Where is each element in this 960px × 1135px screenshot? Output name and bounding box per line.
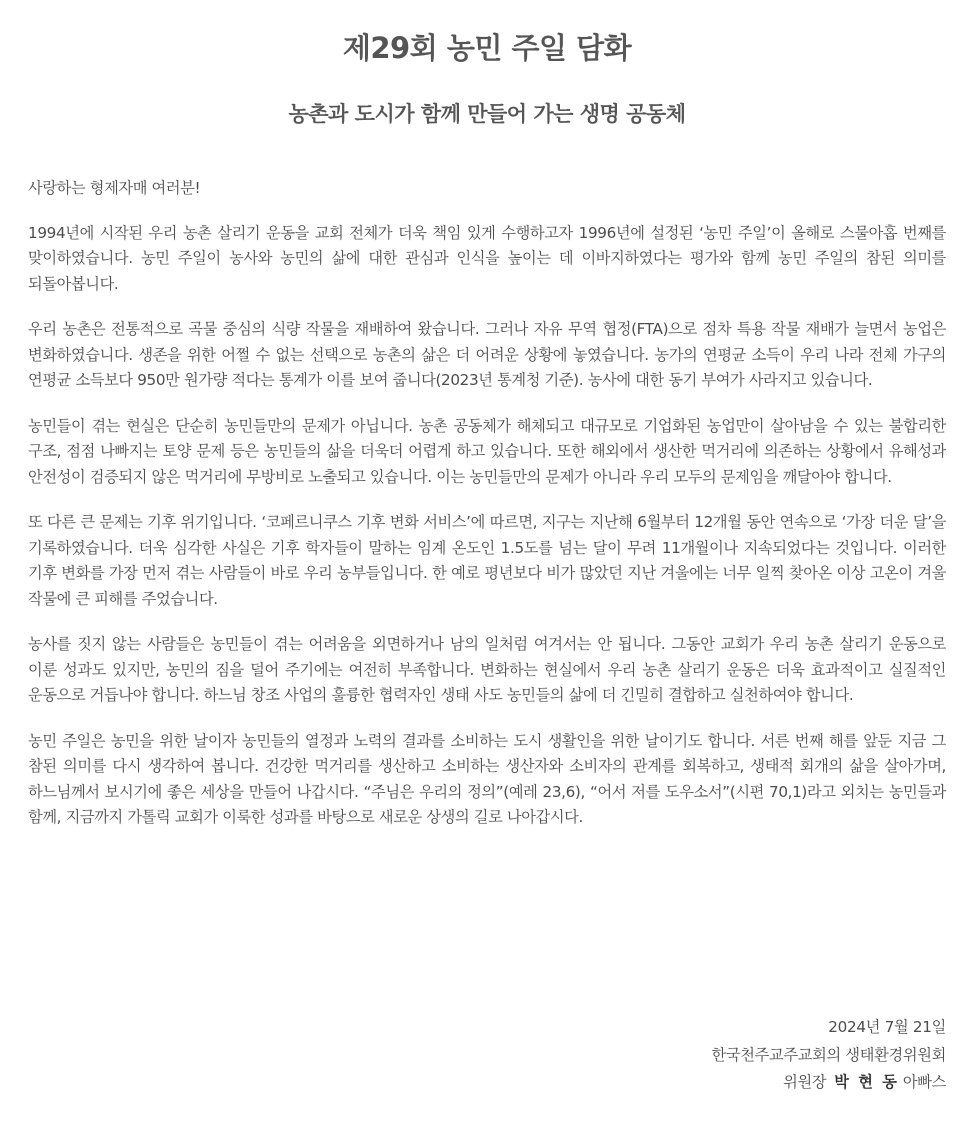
paragraph: 농민 주일은 농민을 위한 날이자 농민들의 열정과 노력의 결과를 소비하는 도시 생활인을 위한 날이기도 합니다. 서른 번째 해를 앞둔 지금 그 참된 의미를 다시 생각하여 봅니다. 건강한 먹거리를 생산하고 소비하는 생산자와 소비자의 관계를 회복하고, 생태적 회개의 삶을 살아가며, 하느님께서 보시기에 좋은 세상을 만들어 나갑시다. “주님은 우리의 정의”(예레 23,6), “어서 저를 도우소서”(시편 70,1)라고 외치는 농민들과 함께, 지금까지 가톨릭 교회가 이룩한 성과를 바탕으로 새로운 상생의 길로 나아갑시다. <box>28 731 946 826</box>
document-title: 제29회 농민 주일 담화 <box>342 31 632 65</box>
signature-suffix: 아빠스 <box>902 1073 946 1091</box>
signature-date: 2024년 7월 21일 <box>828 1018 946 1036</box>
signature-position: 위원장 <box>783 1073 827 1091</box>
signature-name: 박 현 동 <box>834 1073 899 1091</box>
signature-line <box>712 1069 946 1097</box>
greeting: 사랑하는 형제자매 여러분! <box>28 179 201 197</box>
paragraph: 우리 농촌은 전통적으로 곡물 중심의 식량 작물을 재배하여 왔습니다. 그러나 자유 무역 협정(FTA)으로 점차 특용 작물 재배가 늘면서 농업은 변화하였습니다. 생존을 위한 어쩔 수 없는 선택으로 농촌의 삶은 더 어려운 상황에 놓였습니다. 농가의 연평균 소득이 우리 나라 전체 가구의 연평균 소득보다 950만 원가량 적다는 통계가 이를 보여 줍니다(2023년 통계청 기준). 농사에 대한 동기 부여가 사라지고 있습니다. <box>28 320 946 389</box>
paragraph: 농사를 짓지 않는 사람들은 농민들이 겪는 어려움을 외면하거나 남의 일처럼 여겨서는 안 됩니다. 그동안 교회가 우리 농촌 살리기 운동으로 이룬 성과도 있지만, 농민의 짐을 덜어 주기에는 여전히 부족합니다. 변화하는 현실에서 우리 농촌 살리기 운동은 더욱 효과적이고 실질적인 운동으로 거듭나야 합니다. 하느님 창조 사업의 훌륭한 협력자인 생태 사도 농민들의 삶에 더 긴밀히 결합하고 실천하여야 합니다. <box>28 635 946 704</box>
document-subtitle: 농촌과 도시가 함께 만들어 가는 생명 공동체 <box>288 102 686 126</box>
paragraph: 농민들이 겪는 현실은 단순히 농민들만의 문제가 아닙니다. 농촌 공동체가 해체되고 대규모로 기업화된 농업만이 살아남을 수 있는 불합리한 구조, 점점 나빠지는 토양 문제 등은 농민들의 삶을 더욱더 어렵게 하고 있습니다. 또한 해외에서 생산한 먹거리에 의존하는 상황에서 유해성과 안전성이 검증되지 않은 먹거리에 무방비로 노출되고 있습니다. 이는 농민들만의 문제가 아니라 우리 모두의 문제임을 깨달아야 합니다. <box>28 416 946 486</box>
paragraph: 1994년에 시작된 우리 농촌 살리기 운동을 교회 전체가 더욱 책임 있게 수행하고자 1996년에 설정된 ‘농민 주일’이 올해로 스물아홉 번째를 맞이하였습니다. 농민 주일이 농사와 농민의 삶에 대한 관심과 인식을 높이는 데 이바지하였다는 평가와 함께 농민 주일의 참된 의미를 되돌아봅니다. <box>28 223 946 293</box>
signature-block <box>712 1014 946 1097</box>
paragraph: 또 다른 큰 문제는 기후 위기입니다. ‘코페르니쿠스 기후 변화 서비스’에 따르면, 지구는 지난해 6월부터 12개월 동안 연속으로 ‘가장 더운 달’을 기록하였습니다. 더욱 심각한 사실은 기후 학자들이 말하는 임계 온도인 1.5도를 넘는 달이 무려 11개월이나 지속되었다는 것입니다. 이러한 기후 변화를 가장 먼저 겪는 사람들이 바로 우리 농부들입니다. 한 예로 평년보다 비가 많았던 지난 겨울에는 너무 일찍 찾아온 이상 고온이 겨울 작물에 큰 피해를 주었습니다. <box>28 513 946 608</box>
signature-organization: 한국천주교주교회의 생태환경위원회 <box>711 1045 946 1064</box>
document-body <box>28 176 946 831</box>
